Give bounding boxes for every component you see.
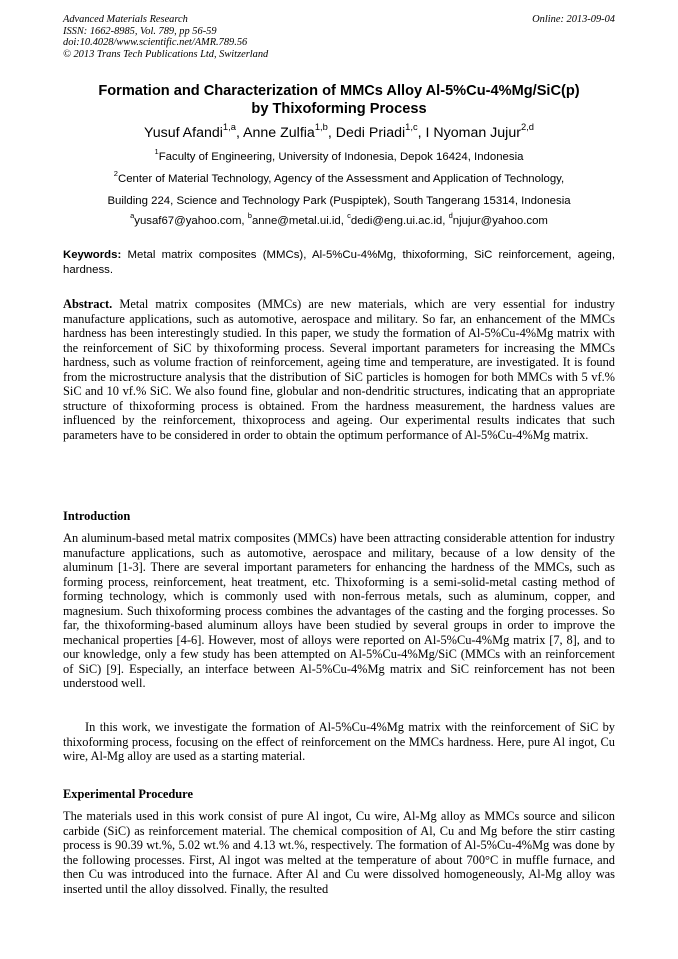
email-link[interactable]: yusaf67@yahoo.com, (134, 215, 248, 227)
author-sup: 2,d (520, 122, 534, 133)
author-name: Dedi Priadi (335, 125, 406, 141)
journal-copyright: © 2013 Trans Tech Publications Ltd, Switzerland (63, 48, 269, 60)
author-sup: 1,c (405, 122, 418, 133)
author-name: Anne Zulfia (243, 125, 315, 141)
affiliation-2-continued: Building 224, Science and Technology Park (Puspiptek), South Tangerang 15314, Indonesia (107, 195, 571, 207)
introduction-paragraph-2: In this work, we investigate the formation of Al-5%Cu-4%Mg matrix with the reinforcement of SiC by thixoforming process, focusing on the effect of reinforcement on the MMCs hardness. Here, pure Al ingot, Cu wire, Al-Mg alloy are used as a starting material. (63, 720, 615, 763)
paper-title-line-1: Formation and Characterization of MMCs Alloy Al-5%Cu-4%Mg/SiC(p) (98, 83, 580, 99)
author-name: Yusuf Afandi (144, 125, 223, 141)
keywords (63, 248, 615, 277)
journal-header (63, 14, 615, 60)
paper-title-line-2: by Thixoforming Process (251, 101, 427, 117)
abstract-label: Abstract. (63, 297, 113, 311)
paper-title (63, 82, 615, 118)
journal-issn: ISSN: 1662-8985, Vol. 789, pp 56-59 (63, 25, 217, 37)
author-sup: 1,b (314, 122, 328, 133)
section-heading-experimental: Experimental Procedure (63, 787, 193, 801)
email-link[interactable]: anne@metal.ui.id, (251, 215, 348, 227)
email-link[interactable]: njujur@yahoo.com (452, 215, 548, 227)
author-name: I Nyoman Jujur (425, 125, 521, 141)
abstract (63, 297, 615, 442)
author-sup: 1,a (222, 122, 236, 133)
introduction-paragraph-1: An aluminum-based metal matrix composites (MMCs) have been attracting considerable attention for industry manufacture applications, such as automotive, aerospace and military, because of a low density of the aluminum [1-3]. There are several important parameters for enhancing the hardness of the MMCs, such as forming process, reinforcement, heat treatment, etc. Thixoforming is a semi-solid-metal casting method of forming technology, which is commonly used with non-ferrous metals, such as aluminum, copper, and magnesium. Such thixoforming process combines the advantages of the casting and the forging processes. So far, the thixoforming-based aluminum alloys have been studied by several groups in order to improve the mechanical properties [4-6]. However, most of alloys were reported on Al-5%Cu-4%Mg matrix [7, 8], and to our knowledge, only a few study has been attempted on Al-5%Cu-4%Mg/SiC (MMCs with an reinforcement of SiC) [9]. Especially, an interface between Al-5%Cu-4%Mg matrix and SiC reinforcement has not been understood well. (63, 531, 615, 690)
keywords-text: Metal matrix composites (MMCs), Al-5%Cu-4%Mg, thixoforming, SiC reinforcement, ageing, hardness. (63, 249, 615, 276)
author-emails: $^a$yusaf67@yahoo.com, $^b$anne@metal.ui.id, $^c$dedi@eng.ui.ac.id, $^d$njujur@yahoo.com (130, 211, 548, 227)
keywords-label: Keywords: (63, 249, 122, 261)
experimental-paragraph-1: The materials used in this work consist of pure Al ingot, Cu wire, Al-Mg alloy as MMCs source and silicon carbide (SiC) as reinforcement material. The chemical composition of Al, Cu and Mg before the stirr casting process is 90.39 wt.%, 5.02 wt.% and 4.13 wt.%, respectively. The formation of Al-5%Cu-4%Mg was done by the following processes. First, Al ingot was melted at the temperature of about 700°C in muffle furnace, and then Cu was introduced into the furnace. After Al and Cu were dissolved homogeneously, Al-Mg alloy was inserted until the alloy dissolved. Finally, the resulted (63, 809, 615, 896)
abstract-text: Metal matrix composites (MMCs) are new materials, which are very essential for industry manufacture applications, such as automotive, aerospace and military. So far, an enhancement of the MMCs hardness has been interestingly studied. In this paper, we study the formation of Al-5%Cu-4%Mg matrix with the reinforcement of SiC by thixoforming process. Several important parameters for increasing the MMCs hardness, such as volume fraction of reinforcement, ageing time and temperature, are investigated. It is found from the microstructure analysis that the distribution of SiC particles is homogen for both MMCs with 5 vf.% SiC and 10 vf.% SiC. We also found fine, globular and non-dendritic structures, indicating that an appropriate structure of thixoforming process is obtained. From the hardness measurement, the hardness values are influenced by the reinforcement, thixoprocess and ageing. Our experimental results indicates that such parameters have to be considered in order to obtain the optimum performance of Al-5%Cu-4%Mg matrix. (63, 297, 615, 442)
email-link[interactable]: dedi@eng.ui.ac.id, (350, 215, 449, 227)
journal-name: Advanced Materials Research (63, 14, 188, 25)
author-list: Yusuf Afandi$^{1,a}$, Anne Zulfia$^{1,b}$, Dedi Priadi$^{1,c}$, I Nyoman Jujur$^{2,d}$ (144, 122, 534, 141)
section-heading-introduction: Introduction (63, 509, 131, 523)
online-date: Online: 2013-09-04 (532, 14, 615, 25)
affiliation-2: $^2$Center of Material Technology, Agency of the Assessment and Application of Technology, (113, 169, 565, 185)
affiliation-1: $^1$Faculty of Engineering, University of Indonesia, Depok 16424, Indonesia (154, 147, 524, 163)
journal-doi: doi:10.4028/www.scientific.net/AMR.789.56 (63, 37, 248, 49)
